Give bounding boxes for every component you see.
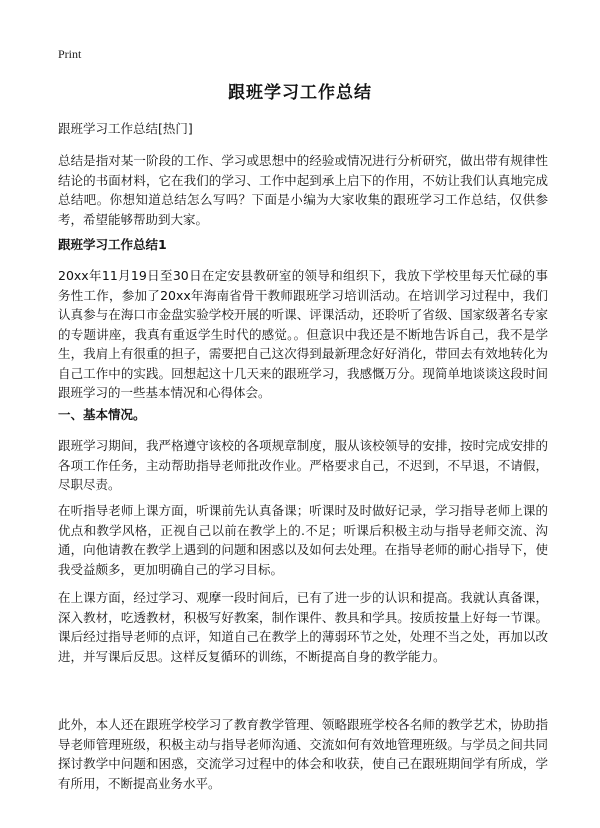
print-link[interactable]: Print <box>58 47 82 61</box>
intro-paragraph: 总结是指对某一阶段的工作、学习或思想中的经验或情况进行分析研究，做出带有规律性结论的书面材料，它在我们的学习、工作中起到承上启下的作用，不妨让我们认真地完成总结吧。你想知道总结怎么写吗？下面是小编为大家收集的跟班学习工作总结，仅供参考，希望能够帮助到大家。 <box>58 153 548 227</box>
paragraph-3: 在听指导老师上课方面，听课前先认真备课；听课时及时做好记录，学习指导老师上课的优点和教学风格，正视自己以前在教学上的.不足；听课后积极主动与指导老师交流、沟通，向他请教在教学上遇到的问题和困惑以及如何去处理。在指导老师的耐心指导下，使我受益颇多，更加明确自己的学习目标。 <box>58 503 548 577</box>
section-heading-1: 跟班学习工作总结1 <box>58 237 167 252</box>
paragraph-1: 20xx年11月19日至30日在定安县教研室的领导和组织下，我放下学校里每天忙碌的事务性工作，参加了20xx年海南省骨干教师跟班学习培训活动。在培训学习过程中，我们认真参与在海口市金盘实验学校开展的听课、评课活动，还聆听了省级、国家级著名专家的专题讲座，我真有重返学生时代的感觉。。但意识中我还是不断地告诉自己，我不是学生，我肩上有很重的担子，需要把自己这次得到最新理念好好消化，带回去有效地转化为自己工作中的实践。回想起这十几天来的跟班学习，我感慨万分。现简单地谈谈这段时间跟班学习的一些基本情况和心得体会。 <box>58 268 548 400</box>
document-subtitle: 跟班学习工作总结[热门] <box>58 121 193 136</box>
paragraph-2: 跟班学习期间，我严格遵守该校的各项规章制度，服从该校领导的安排，按时完成安排的各项工作任务，主动帮助指导老师批改作业。严格要求自己，不迟到，不早退，不请假，尽职尽责。 <box>58 438 548 492</box>
section-heading-basic: 一、基本情况。 <box>58 407 146 422</box>
paragraph-4: 在上课方面，经过学习、观摩一段时间后，已有了进一步的认识和提高。我就认真备课，深入教材，吃透教材，积极写好教案，制作课件、教具和学具。按质按量上好每一节课。课后经过指导老师的点评，知道自己在教学上的薄弱环节之处，处理不当之处，再加以改进，并写课后反思。这样反复循环的训练，不断提高自身的教学能力。 <box>58 590 548 664</box>
paragraph-5: 此外，本人还在跟班学校学习了教育教学管理、领略跟班学校各名师的教学艺术，协助指导老师管理班级，积极主动与指导老师沟通、交流如何有效地管理班级。与学员之间共同探讨教学中问题和困惑，交流学习过程中的体会和收获，使自己在跟班期间学有所成，学有所用，不断提高业务水平。 <box>58 717 548 791</box>
page-title: 跟班学习工作总结 <box>228 83 372 103</box>
